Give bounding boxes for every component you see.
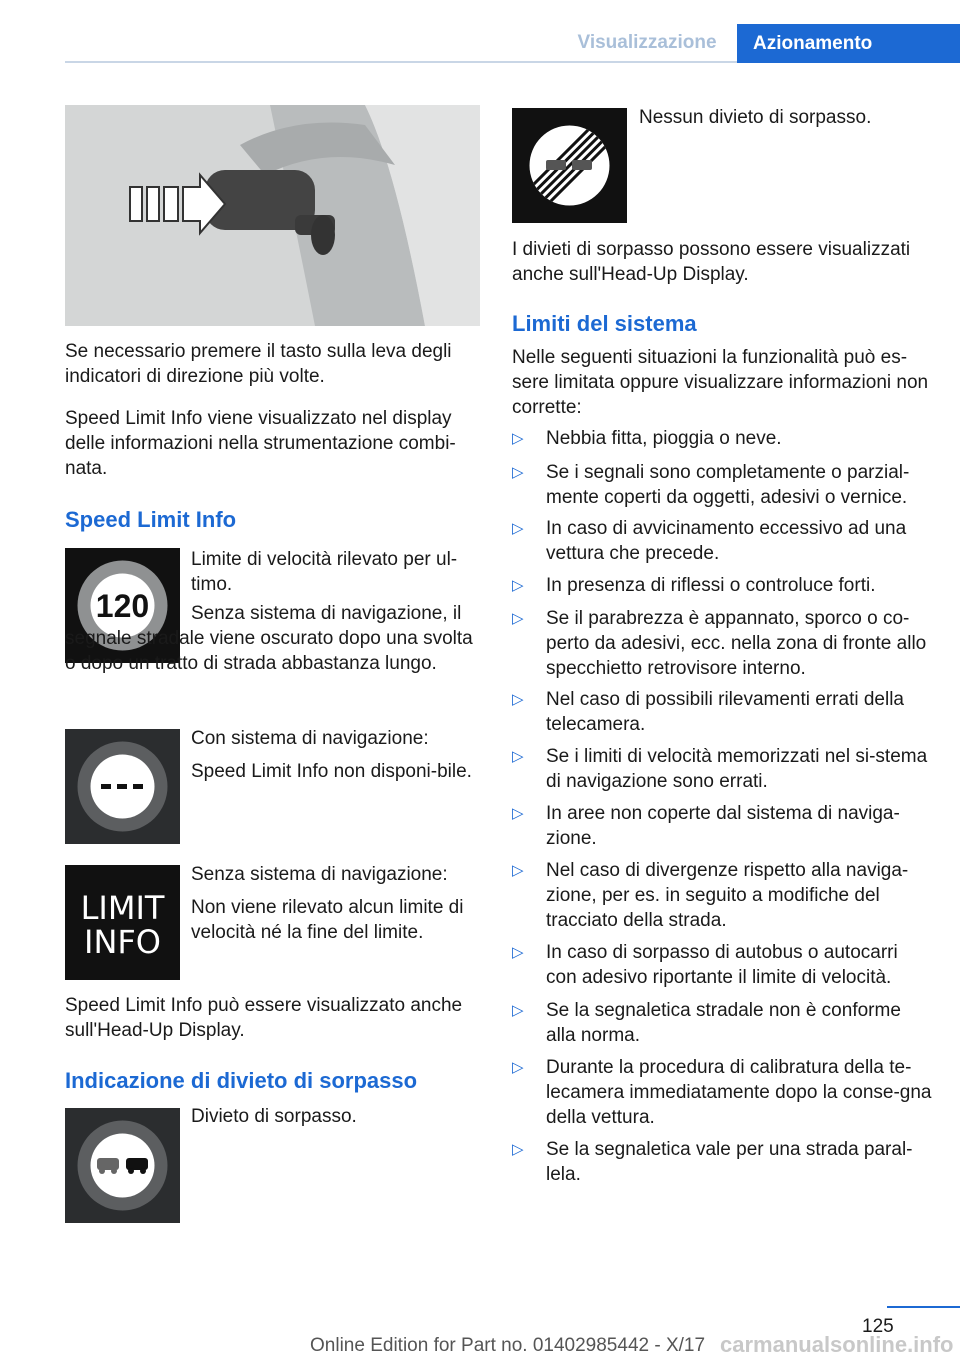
list-item-text: In caso di avvicinamento eccessivo ad una vettura che precede. <box>546 518 907 564</box>
bullet-triangle-icon: ▷ <box>512 862 524 879</box>
bullet-triangle-icon: ▷ <box>512 1059 524 1076</box>
sign1-description: Senza sistema di navigazione, il segnale stradale viene oscurato dopo una svolta o dopo un tratto di strada abbastanza lungo. <box>65 603 473 674</box>
bullet-triangle-icon: ▷ <box>512 805 524 822</box>
sign2-caption: Con sistema di navigazione: <box>191 728 429 749</box>
lever-instruction: Se necessario premere il tasto sulla leva degli indicatori di direzione più volte. <box>65 341 452 387</box>
list-item-text: Nel caso di possibili rilevamenti errati della telecamera. <box>546 689 904 735</box>
sign3-description: Non viene rilevato alcun limite di velocità né la fine del limite. <box>191 897 464 943</box>
heading-system-limits: Limiti del sistema <box>512 311 697 336</box>
list-item-text: Se il parabrezza è appannato, sporco o co-perto da adesivi, ecc. nella zona di fronte allo specchietto retrovisore interno. <box>546 608 927 679</box>
system-limits-intro: Nelle seguenti situazioni la funzionalità può es-sere limitata oppure visualizzare informazioni non corrette: <box>512 347 929 418</box>
speed-limit-unavailable-icon <box>65 729 180 844</box>
list-item-text: Se i segnali sono completamente o parzial-mente coperti da oggetti, adesivi o vernice. <box>546 462 910 508</box>
bullet-triangle-icon: ▷ <box>512 464 524 481</box>
bullet-triangle-icon: ▷ <box>512 944 524 961</box>
no-overtaking-icon <box>65 1108 180 1223</box>
watermark: carmanualsonline.info <box>720 1332 954 1357</box>
speed-limit-value: 120 <box>95 588 150 624</box>
no-overtaking-hud-note: I divieti di sorpasso possono essere visualizzati anche sull'Head-Up Display. <box>512 239 911 285</box>
sign2-description: Speed Limit Info non disponi-bile. <box>191 761 472 782</box>
bullet-triangle-icon: ▷ <box>512 748 524 765</box>
list-item-text: In aree non coperte dal sistema di naviga-zione. <box>546 803 900 849</box>
footer-rule <box>887 1306 960 1308</box>
heading-no-overtaking: Indicazione di divieto di sorpasso <box>65 1068 418 1093</box>
head-up-display-note: Speed Limit Info può essere visualizzato anche sull'Head-Up Display. <box>65 995 463 1041</box>
list-item-text: Nel caso di divergenze rispetto alla naviga-zione, per es. in seguito a modifiche del tracciato della strada. <box>546 860 909 931</box>
list-item-text: Se la segnaletica vale per una strada paral-lela. <box>546 1139 913 1185</box>
list-item-text: Se i limiti di velocità memorizzati nel si-stema di navigazione sono errati. <box>546 746 928 792</box>
bullet-triangle-icon: ▷ <box>512 520 524 537</box>
display-description: Speed Limit Info viene visualizzato nel display delle informazioni nella strumentazione combi-nata. <box>65 408 456 479</box>
limit-info-line1: LIMIT <box>80 889 165 927</box>
footer-edition: Online Edition for Part no. 01402985442 - X/17 <box>310 1335 706 1356</box>
list-item-text: In presenza di riflessi o controluce forti. <box>546 575 876 596</box>
list-item-text: Se la segnaletica stradale non è conforme alla norma. <box>546 1000 901 1046</box>
list-item-text: Durante la procedura di calibratura della te-lecamera immediatamente dopo la conse-gna della vettura. <box>546 1057 932 1128</box>
limit-info-icon <box>65 865 180 980</box>
page-number: 125 <box>862 1316 894 1337</box>
sign3-caption: Senza sistema di navigazione: <box>191 864 448 885</box>
sign5-caption: Nessun divieto di sorpasso. <box>639 107 872 128</box>
bullet-triangle-icon: ▷ <box>512 691 524 708</box>
end-no-overtaking-icon <box>512 108 627 223</box>
bullet-triangle-icon: ▷ <box>512 1002 524 1019</box>
bullet-triangle-icon: ▷ <box>512 430 524 447</box>
list-item-text: In caso di sorpasso di autobus o autocarri con adesivo riportante il limite di velocità. <box>546 942 898 988</box>
heading-speed-limit-info: Speed Limit Info <box>65 507 237 532</box>
lever-illustration <box>65 105 480 326</box>
bullet-triangle-icon: ▷ <box>512 1141 524 1158</box>
bullet-triangle-icon: ▷ <box>512 577 524 594</box>
tab-azionamento[interactable]: Azionamento <box>737 24 960 63</box>
tab-visualizzazione[interactable]: Visualizzazione <box>577 32 717 53</box>
sign1-caption: Limite di velocità rilevato per ul-timo. <box>191 549 458 595</box>
bullet-triangle-icon: ▷ <box>512 610 524 627</box>
limit-info-line2: INFO <box>84 923 161 961</box>
sign4-caption: Divieto di sorpasso. <box>191 1106 357 1127</box>
list-item-text: Nebbia fitta, pioggia o neve. <box>546 428 782 449</box>
